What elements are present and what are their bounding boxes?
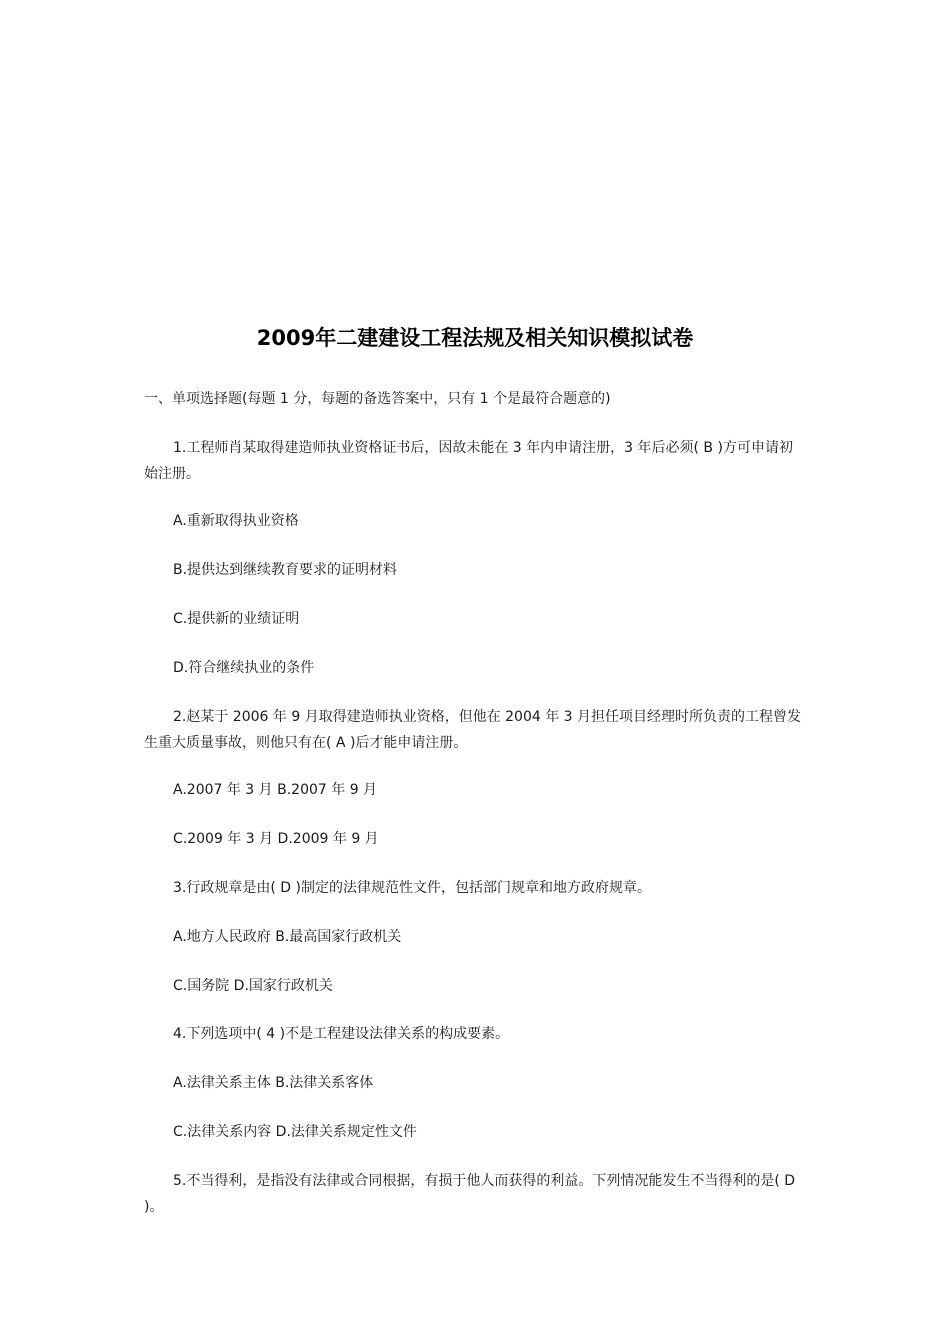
question-1-option-b: B.提供达到继续教育要求的证明材料 — [173, 562, 398, 578]
question-3-options-cd: C.国务院 D.国家行政机关 — [173, 978, 333, 994]
question-1-option-c: C.提供新的业绩证明 — [173, 611, 300, 627]
section-heading: 一、单项选择题(每题 1 分，每题的备选答案中，只有 1 个是最符合题意的) — [144, 391, 611, 407]
question-4-options-cd: C.法律关系内容 D.法律关系规定性文件 — [173, 1124, 417, 1140]
question-1-option-a: A.重新取得执业资格 — [173, 513, 299, 529]
question-3-stem: 3.行政规章是由( D )制定的法律规范性文件，包括部门规章和地方政府规章。 — [173, 880, 651, 896]
question-2-options-ab: A.2007 年 3 月 B.2007 年 9 月 — [173, 782, 378, 798]
question-2-options-cd: C.2009 年 3 月 D.2009 年 9 月 — [173, 831, 379, 847]
question-5-stem: 5.不当得利，是指没有法律或合同根据，有损于他人而获得的利益。下列情况能发生不当得利的是( D )。 — [144, 1173, 796, 1215]
question-4-options-ab: A.法律关系主体 B.法律关系客体 — [173, 1075, 374, 1091]
question-1-option-d: D.符合继续执业的条件 — [173, 660, 315, 676]
question-1-stem: 1.工程师肖某取得建造师执业资格证书后，因故未能在 3 年内申请注册，3 年后必须( B )方可申请初始注册。 — [144, 440, 793, 482]
question-2-stem: 2.赵某于 2006 年 9 月取得建造师执业资格，但他在 2004 年 3 月担任项目经理时所负责的工程曾发生重大质量事故，则他只有在( A )后才能申请注册。 — [144, 709, 802, 751]
document-title: 2009年二建建设工程法规及相关知识模拟试卷 — [256, 326, 694, 350]
question-4-stem: 4.下列选项中( 4 )不是工程建设法律关系的构成要素。 — [173, 1026, 510, 1042]
question-3-options-ab: A.地方人民政府 B.最高国家行政机关 — [173, 929, 402, 945]
